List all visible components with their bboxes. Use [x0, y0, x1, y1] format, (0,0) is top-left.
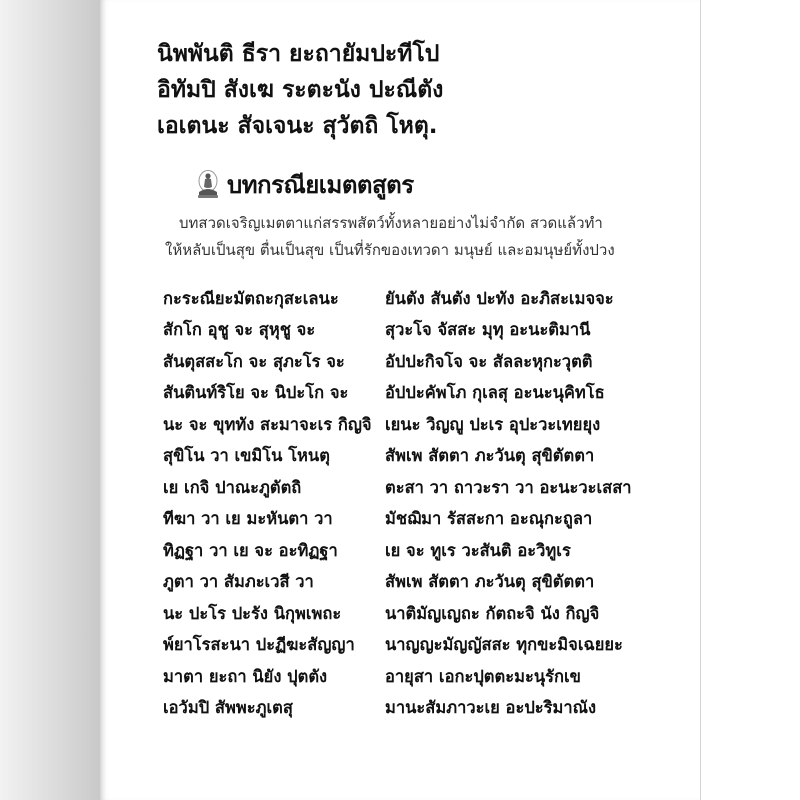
chant-right: เยนะ วิญญู ปะเร อุปะวะเทยยุง	[385, 414, 601, 434]
chant-right: อายุสา เอกะปุตตะมะนุรักเข	[385, 666, 581, 686]
chant-row	[163, 283, 663, 315]
chant-row	[163, 693, 663, 725]
chant-right: ตะสา วา ถาวะรา วา อะนะวะเสสา	[385, 477, 632, 497]
buddha-icon	[195, 170, 221, 200]
chant-left: พ์ยาโรสะนา ปะฏีฆะสัญญา	[163, 635, 355, 655]
chant-left: สันตุสสะโก จะ สุภะโร จะ	[163, 351, 345, 371]
chant-right: มัชฌิมา รัสสะกา อะณุกะถูลา	[385, 509, 593, 529]
chant-right: อัปปะกิจโจ จะ สัลละหุกะวุตติ	[385, 351, 593, 371]
chant-right: อัปปะคัพโภ กุเลสุ อะนะนุคิทโธ	[385, 383, 605, 403]
chant-left: เย เกจิ ปาณะภูตัตถิ	[163, 477, 302, 497]
chant-right: เย จะ ทูเร วะสันติ อะวิทูเร	[385, 540, 571, 560]
section-title: บทกรณียเมตตสูตร	[227, 171, 414, 199]
book-gutter	[0, 0, 100, 800]
chant-right: นาติมัญเญถะ กัตถะจิ นัง กิญจิ	[385, 603, 600, 623]
chant-row	[163, 441, 663, 473]
chant-left: สุขิโน วา เขมิโน โหนตุ	[163, 446, 330, 466]
verse-line: เอเตนะ สัจเจนะ สุวัตถิ โหตุ.	[157, 113, 438, 139]
chant-row	[163, 535, 663, 567]
chant-left: สักโก อุชู จะ สุหุชู จะ	[163, 320, 316, 340]
chant-left: ทีฆา วา เย มะหันตา วา	[163, 509, 333, 529]
chant-right: มานะสัมภาวะเย อะปะริมาณัง	[385, 698, 597, 718]
chant-row	[163, 567, 663, 599]
chant-row	[163, 472, 663, 504]
chant-row	[163, 630, 663, 662]
chant-text	[163, 283, 663, 724]
chant-left: กะระณียะมัตถะกุสะเลนะ	[163, 288, 339, 308]
chant-left: นะ จะ ขุททัง สะมาจะเร กิญจิ	[163, 414, 372, 434]
chant-row	[163, 315, 663, 347]
chant-left: นะ ปะโร ปะรัง นิกุพเพถะ	[163, 603, 342, 623]
chant-right: สัพเพ สัตตา ภะวันตุ สุขิตัตตา	[385, 572, 595, 592]
chant-row	[163, 504, 663, 536]
chant-left: เอวัมปิ สัพพะภูเตสุ	[163, 698, 293, 718]
verse-line: อิทัมปิ สังเฆ ระตะนัง ปะณีตัง	[157, 77, 444, 103]
opening-verse	[157, 36, 577, 144]
intro-paragraph	[165, 210, 685, 264]
chant-left: ทิฏฐา วา เย จะ อะทิฏฐา	[163, 540, 338, 560]
chant-left: ภูตา วา สัมภะเวสี วา	[163, 572, 314, 592]
chant-row	[163, 598, 663, 630]
chant-left: สันตินท์ริโย จะ นิปะโก จะ	[163, 383, 349, 403]
intro-line: บทสวดเจริญเมตตาแก่สรรพสัตว์ทั้งหลายอย่างไม่จำกัด สวดแล้วทำ	[179, 214, 603, 232]
chant-right: ยันตัง สันตัง ปะทัง อะภิสะเมจจะ	[385, 288, 614, 308]
page-edge	[700, 0, 800, 800]
verse-line: นิพพันติ ธีรา ยะถายัมปะทีโป	[157, 41, 440, 67]
intro-line: ให้หลับเป็นสุข ตื่นเป็นสุข เป็นที่รักของเทวดา มนุษย์ และอมนุษย์ทั้งปวง	[165, 241, 615, 259]
chant-left: มาตา ยะถา นิยัง ปุตตัง	[163, 666, 328, 686]
chant-right: สุวะโจ จัสสะ มุทุ อะนะติมานี	[385, 320, 591, 340]
chant-right: สัพเพ สัตตา ภะวันตุ สุขิตัตตา	[385, 446, 595, 466]
chant-row	[163, 661, 663, 693]
chant-row	[163, 409, 663, 441]
chant-row	[163, 378, 663, 410]
chant-row	[163, 346, 663, 378]
chant-right: นาญญะมัญญัสสะ ทุกขะมิจเฉยยะ	[385, 635, 623, 655]
section-heading	[195, 165, 414, 204]
